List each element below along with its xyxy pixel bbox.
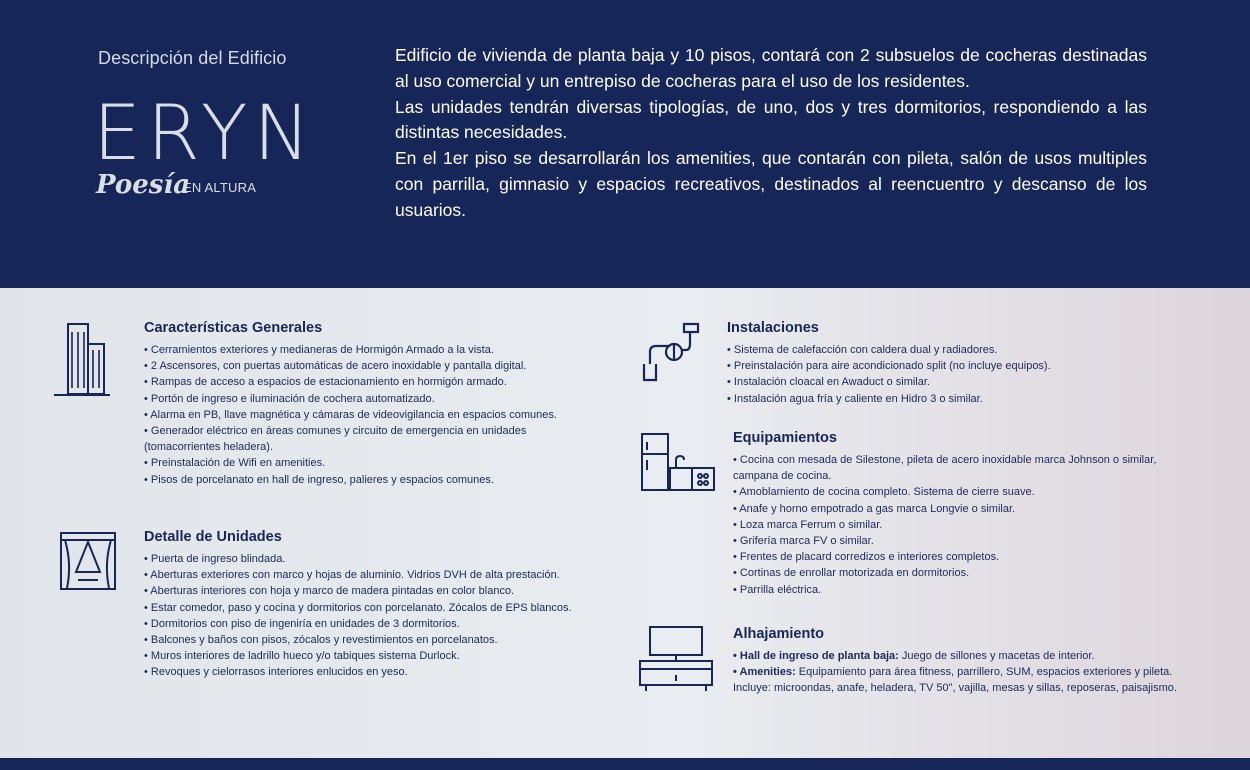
list-item: • Pisos de porcelanato en hall de ingreso, palieres y espacios comunes. <box>144 473 494 486</box>
list-item: • Amoblamiento de cocina completo. Sistema de cierre suave. <box>733 486 1035 499</box>
list-item: • Preinstalación para aire acondicionado split (no incluye equipos). <box>727 360 1051 373</box>
list-item: • 2 Ascensores, con puertas automáticas de acero inoxidable y pantalla digital. <box>144 360 527 373</box>
list-item: • Aberturas exteriores con marco y hojas de aluminio. Vidrios DVH de alta prestación. <box>144 569 560 582</box>
tagline-script: Poesía <box>96 170 191 200</box>
item-text: Equipamiento para área fitness, parrillero, SUM, espacios exteriores y pileta. <box>795 666 1173 679</box>
section-title: Instalaciones <box>727 320 819 336</box>
intro-paragraph: En el 1er piso se desarrollarán los amenities, que contarán con pileta, salón de usos multiples con parrilla, gimnasio y espacios recreativos, destinados al reencuentro y descanso de los usuarios. <box>395 148 1147 220</box>
intro-paragraph: Las unidades tendrán diversas tipologías, de uno, dos y tres dormitorios, respondiendo a las distintas necesidades. <box>395 96 1147 143</box>
list-item: • Puerta de ingreso blindada. <box>144 553 286 565</box>
kitchen-icon <box>640 432 716 492</box>
section-instalaciones <box>727 320 1207 407</box>
list-item: (tomacorrientes heladera). <box>144 441 274 454</box>
bottom-bar <box>0 758 1250 770</box>
section-title: Alhajamiento <box>733 626 825 642</box>
list-item: • Generador eléctrico en áreas comunes y circuito de emergencia en unidades <box>144 425 527 438</box>
section-title: Equipamientos <box>733 430 837 446</box>
list-item: • Dormitorios con piso de ingeniría en unidades de 3 dormitorios. <box>144 617 460 630</box>
section-detalle-unidades <box>144 529 614 681</box>
tagline-small: EN ALTURA <box>183 180 257 195</box>
section-title: Características Generales <box>144 320 323 336</box>
list-item: • Preinstalación de Wifi en amenities. <box>144 457 326 470</box>
list-item: • Alarma en PB, llave magnética y cámaras de videovigilancia en espacios comunes. <box>144 408 557 421</box>
list-item <box>733 664 1213 680</box>
list-item: • Cocina con mesada de Silestone, pileta de acero inoxidable marca Johnson o similar, <box>733 454 1157 466</box>
tv-furniture-icon <box>638 625 716 695</box>
section-alhajamiento <box>733 626 1213 697</box>
list-item: • Estar comedor, paso y cocina y dormitorios con porcelanato. Zócalos de EPS blancos. <box>144 601 572 614</box>
list-item: Incluye: microondas, anafe, heladera, TV 50", vajilla, mesas y sillas, reposeras, paisajismo. <box>733 682 1177 695</box>
list-item: • Rampas de acceso a espacios de estacionamiento en hormigón armado. <box>144 376 507 389</box>
section-title: Detalle de Unidades <box>144 529 282 545</box>
list-item: • Cerramientos exteriores y medianeras de Hormigón Armado a la vista. <box>144 344 494 356</box>
section-caracteristicas-generales <box>144 320 614 488</box>
list-item: • Portón de ingreso e iluminación de cochera automatizado. <box>144 392 435 405</box>
item-label: • Amenities: <box>733 666 796 679</box>
building-icon <box>52 320 112 398</box>
list-item: campana de cocina. <box>733 470 832 483</box>
list-item: • Aberturas interiores con hoja y marco de madera pintadas en color blanco. <box>144 585 515 598</box>
list-item: • Loza marca Ferrum o similar. <box>733 518 883 531</box>
page-subtitle: Descripción del Edificio <box>98 48 287 68</box>
intro-text <box>395 43 1147 224</box>
eryn-logo: ERYN <box>93 88 317 177</box>
header-banner <box>0 0 1250 288</box>
item-text: Juego de sillones y macetas de interior. <box>898 650 1095 662</box>
list-item: • Balcones y baños con pisos, zócalos y revestimientos en porcelanatos. <box>144 634 498 647</box>
list-item: • Cortinas de enrollar motorizada en dormitorios. <box>733 567 970 580</box>
list-item: • Instalación agua fría y caliente en Hidro 3 o similar. <box>727 392 983 405</box>
list-item <box>733 648 1213 664</box>
item-label: • Hall de ingreso de planta baja: <box>733 650 899 662</box>
list-item: • Frentes de placard corredizos e interiores completos. <box>733 551 1000 564</box>
intro-paragraph: Edificio de vivienda de planta baja y 10 pisos, contará con 2 subsuelos de cocheras destinadas al uso comercial y un entrepiso de cocheras para el uso de los residentes. <box>395 45 1147 91</box>
window-curtains-icon <box>58 530 118 594</box>
list-item: • Sistema de calefacción con caldera dual y radiadores. <box>727 344 998 356</box>
list-item: • Anafe y horno empotrado a gas marca Longvie o similar. <box>733 502 1016 515</box>
list-item: • Muros interiores de ladrillo hueco y/o tabiques sistema Durlock. <box>144 650 460 663</box>
list-item: • Instalación cloacal en Awaduct o similar. <box>727 376 930 389</box>
list-item: • Parrilla eléctrica. <box>733 583 822 596</box>
section-equipamientos <box>733 430 1213 598</box>
list-item: • Grifería marca FV o similar. <box>733 535 874 548</box>
pipe-valve-icon <box>640 322 702 384</box>
list-item: • Revoques y cielorrasos interiores enlucidos en yeso. <box>144 666 408 679</box>
